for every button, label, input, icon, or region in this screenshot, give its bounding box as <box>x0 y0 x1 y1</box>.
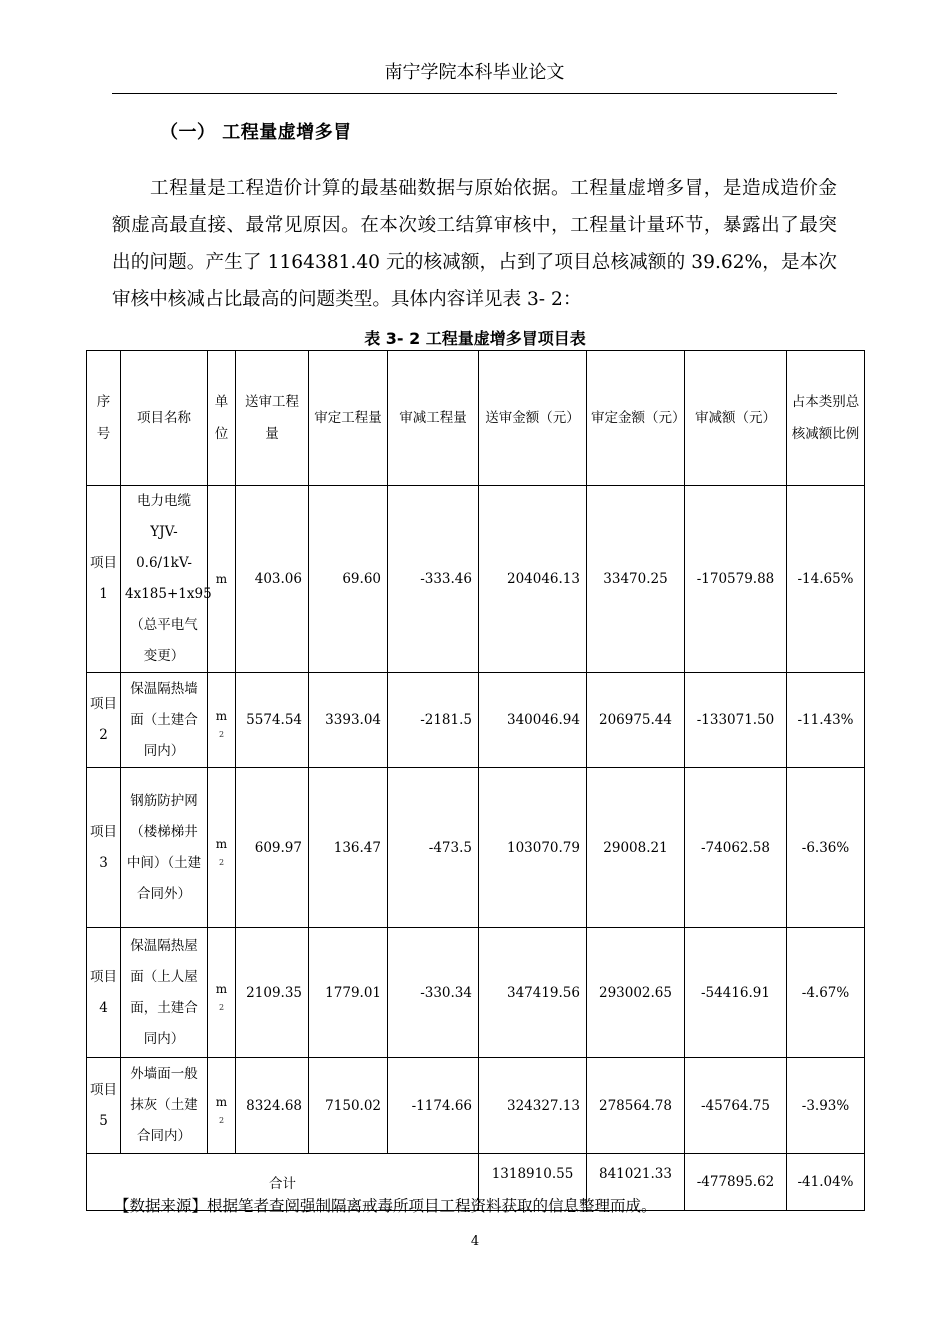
row-ratio: -11.43% <box>787 673 865 768</box>
row-ratio: -4.67% <box>787 928 865 1058</box>
row-submitted-qty: 8324.68 <box>236 1058 309 1154</box>
row-project-name: 钢筋防护网（楼梯梯井中间）（土建合同外） <box>121 768 208 928</box>
row-no: 项目4 <box>87 928 121 1058</box>
col-header-reduced-amount: 审减额（元） <box>685 351 787 486</box>
col-header-unit: 单位 <box>208 351 236 486</box>
col-header-ratio: 占本类别总核减额比例 <box>787 351 865 486</box>
row-approved-amount: 29008.21 <box>587 768 685 928</box>
section-heading: （一） 工程量虚增多冒 <box>160 122 352 143</box>
row-project-name: 电力电缆YJV-0.6/1kV-4x185+1x95（总平电气变更） <box>121 486 208 673</box>
row-reduced-qty: -333.46 <box>388 486 479 673</box>
row-submitted-amount: 204046.13 <box>479 486 587 673</box>
body-paragraph: 工程量是工程造价计算的最基础数据与原始依据。工程量虚增多冒，是造成造价金额虚高最直接、最常见原因。在本次竣工结算审核中，工程量计量环节，暴露出了最突出的问题。产生了 1164381.40 元的核减额，占到了项目总核减额的 39.62%，是本次审核中核减占比最高的问题类型。具体内容详见表 3- 2： <box>112 178 837 310</box>
row-submitted-qty: 2109.35 <box>236 928 309 1058</box>
row-reduced-amount: -54416.91 <box>685 928 787 1058</box>
row-unit: m 2 <box>208 673 236 768</box>
row-no: 项目1 <box>87 486 121 673</box>
col-header-approved-qty: 审定工程量 <box>309 351 388 486</box>
row-unit: m 2 <box>208 1058 236 1154</box>
row-unit: m 2 <box>208 768 236 928</box>
row-project-name: 外墙面一般抹灰（土建合同内） <box>121 1058 208 1154</box>
total-reduced-amount: -477895.62 <box>685 1154 787 1211</box>
unit-superscript: 2 <box>218 730 225 739</box>
row-approved-amount: 206975.44 <box>587 673 685 768</box>
row-submitted-qty: 5574.54 <box>236 673 309 768</box>
row-ratio: -3.93% <box>787 1058 865 1154</box>
row-approved-qty: 3393.04 <box>309 673 388 768</box>
row-submitted-qty: 609.97 <box>236 768 309 928</box>
total-approved-amount: 841021.33 <box>587 1154 685 1211</box>
header-rule <box>112 93 837 94</box>
row-unit: m <box>208 486 236 673</box>
row-approved-amount: 293002.65 <box>587 928 685 1058</box>
unit-superscript: 2 <box>218 857 225 867</box>
unit-superscript: 2 <box>218 1002 225 1012</box>
table-row <box>87 928 865 1058</box>
page-number: 4 <box>470 1234 480 1249</box>
col-header-name: 项目名称 <box>121 351 208 486</box>
row-approved-qty: 69.60 <box>309 486 388 673</box>
col-header-no: 序号 <box>87 351 121 486</box>
total-label: 合计 <box>87 1154 479 1211</box>
row-reduced-qty: -330.34 <box>388 928 479 1058</box>
row-approved-qty: 7150.02 <box>309 1058 388 1154</box>
unit-superscript: 2 <box>218 1115 225 1125</box>
row-project-name: 保温隔热屋面（上人屋面，土建合同内） <box>121 928 208 1058</box>
row-approved-amount: 33470.25 <box>587 486 685 673</box>
row-submitted-amount: 103070.79 <box>479 768 587 928</box>
row-project-name: 保温隔热墙面（土建合同内） <box>121 673 208 768</box>
table-row <box>87 1058 865 1154</box>
row-ratio: -6.36% <box>787 768 865 928</box>
col-header-submitted-amount: 送审金额（元） <box>479 351 587 486</box>
total-ratio: -41.04% <box>787 1154 865 1211</box>
row-reduced-amount: -74062.58 <box>685 768 787 928</box>
col-header-reduced-qty: 审减工程量 <box>388 351 479 486</box>
row-reduced-amount: -170579.88 <box>685 486 787 673</box>
col-header-submitted-qty: 送审工程量 <box>236 351 309 486</box>
row-no: 项目5 <box>87 1058 121 1154</box>
project-table <box>86 350 865 1211</box>
row-reduced-amount: -133071.50 <box>685 673 787 768</box>
col-header-approved-amount: 审定金额（元） <box>587 351 685 486</box>
row-approved-qty: 136.47 <box>309 768 388 928</box>
row-reduced-qty: -2181.5 <box>388 673 479 768</box>
row-unit: m 2 <box>208 928 236 1058</box>
running-header: 南宁学院本科毕业论文 <box>384 62 565 83</box>
table-row <box>87 673 865 768</box>
table-caption: 表 3- 2 工程量虚增多冒项目表 <box>364 329 586 348</box>
row-submitted-qty: 403.06 <box>236 486 309 673</box>
row-approved-qty: 1779.01 <box>309 928 388 1058</box>
table-row <box>87 768 865 928</box>
table-header-row <box>87 351 865 486</box>
row-submitted-amount: 347419.56 <box>479 928 587 1058</box>
row-reduced-amount: -45764.75 <box>685 1058 787 1154</box>
row-reduced-qty: -473.5 <box>388 768 479 928</box>
row-no: 项目2 <box>87 673 121 768</box>
total-submitted-amount: 1318910.55 <box>479 1154 587 1211</box>
row-ratio: -14.65% <box>787 486 865 673</box>
row-submitted-amount: 324327.13 <box>479 1058 587 1154</box>
row-approved-amount: 278564.78 <box>587 1058 685 1154</box>
row-reduced-qty: -1174.66 <box>388 1058 479 1154</box>
table-row <box>87 486 865 673</box>
row-no: 项目3 <box>87 768 121 928</box>
source-note: 【数据来源】根据笔者查阅强制隔离戒毒所项目工程资料获取的信息整理而成。 <box>114 1197 657 1215</box>
row-submitted-amount: 340046.94 <box>479 673 587 768</box>
